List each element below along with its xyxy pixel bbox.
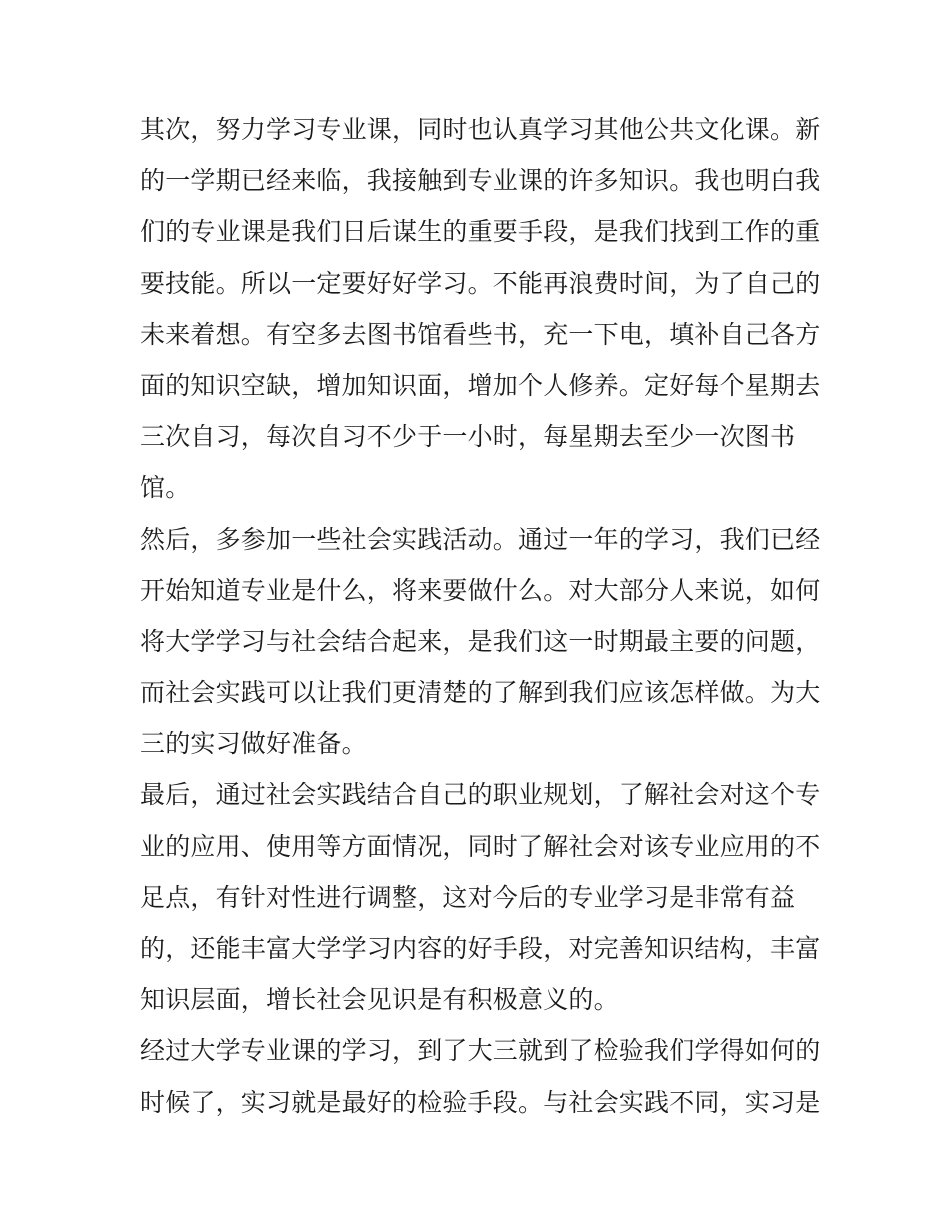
text-line: 将大学学习与社会结合起来，是我们这一时期最主要的问题， [140, 626, 821, 656]
text-line: 的，还能丰富大学学习内容的好手段，对完善知识结构，丰富 [140, 934, 821, 963]
text-line: 的一学期已经来临，我接触到专业课的许多知识。我也明白我 [140, 166, 821, 196]
text-line: 馆。 [140, 473, 191, 503]
document-body [140, 104, 820, 1128]
text-line: 其次，努力学习专业课，同时也认真学习其他公共文化课。新 [140, 115, 821, 144]
text-line: 业的应用、使用等方面情况，同时了解社会对该专业应用的不 [140, 831, 821, 861]
text-line: 然后，多参加一些社会实践活动。通过一年的学习，我们已经 [140, 524, 821, 554]
text-line: 要技能。所以一定要好好学习。不能再浪费时间，为了自己的 [140, 268, 821, 298]
text-line: 面的知识空缺，增加知识面，增加个人修养。定好每个星期去 [140, 370, 821, 400]
text-line: 三次自习，每次自习不少于一小时，每星期去至少一次图书 [140, 422, 796, 452]
text-line: 三的实习做好准备。 [140, 729, 367, 759]
text-line: 开始知道专业是什么，将来要做什么。对大部分人来说，如何 [140, 575, 821, 605]
text-line: 最后，通过社会实践结合自己的职业规划，了解社会对这个专 [140, 780, 821, 810]
text-line: 足点，有针对性进行调整，这对今后的专业学习是非常有益 [140, 882, 796, 912]
text-line: 而社会实践可以让我们更清楚的了解到我们应该怎样做。为大 [140, 678, 821, 708]
text-line: 知识层面，增长社会见识是有积极意义的。 [140, 985, 619, 1015]
text-line: 时候了，实习就是最好的检验手段。与社会实践不同，实习是 [140, 1087, 821, 1117]
text-line: 经过大学专业课的学习，到了大三就到了检验我们学得如何的 [140, 1036, 821, 1066]
text-line: 未来着想。有空多去图书馆看些书，充一下电，填补自己各方 [140, 319, 821, 349]
text-line: 们的专业课是我们日后谋生的重要手段，是我们找到工作的重 [140, 217, 821, 247]
